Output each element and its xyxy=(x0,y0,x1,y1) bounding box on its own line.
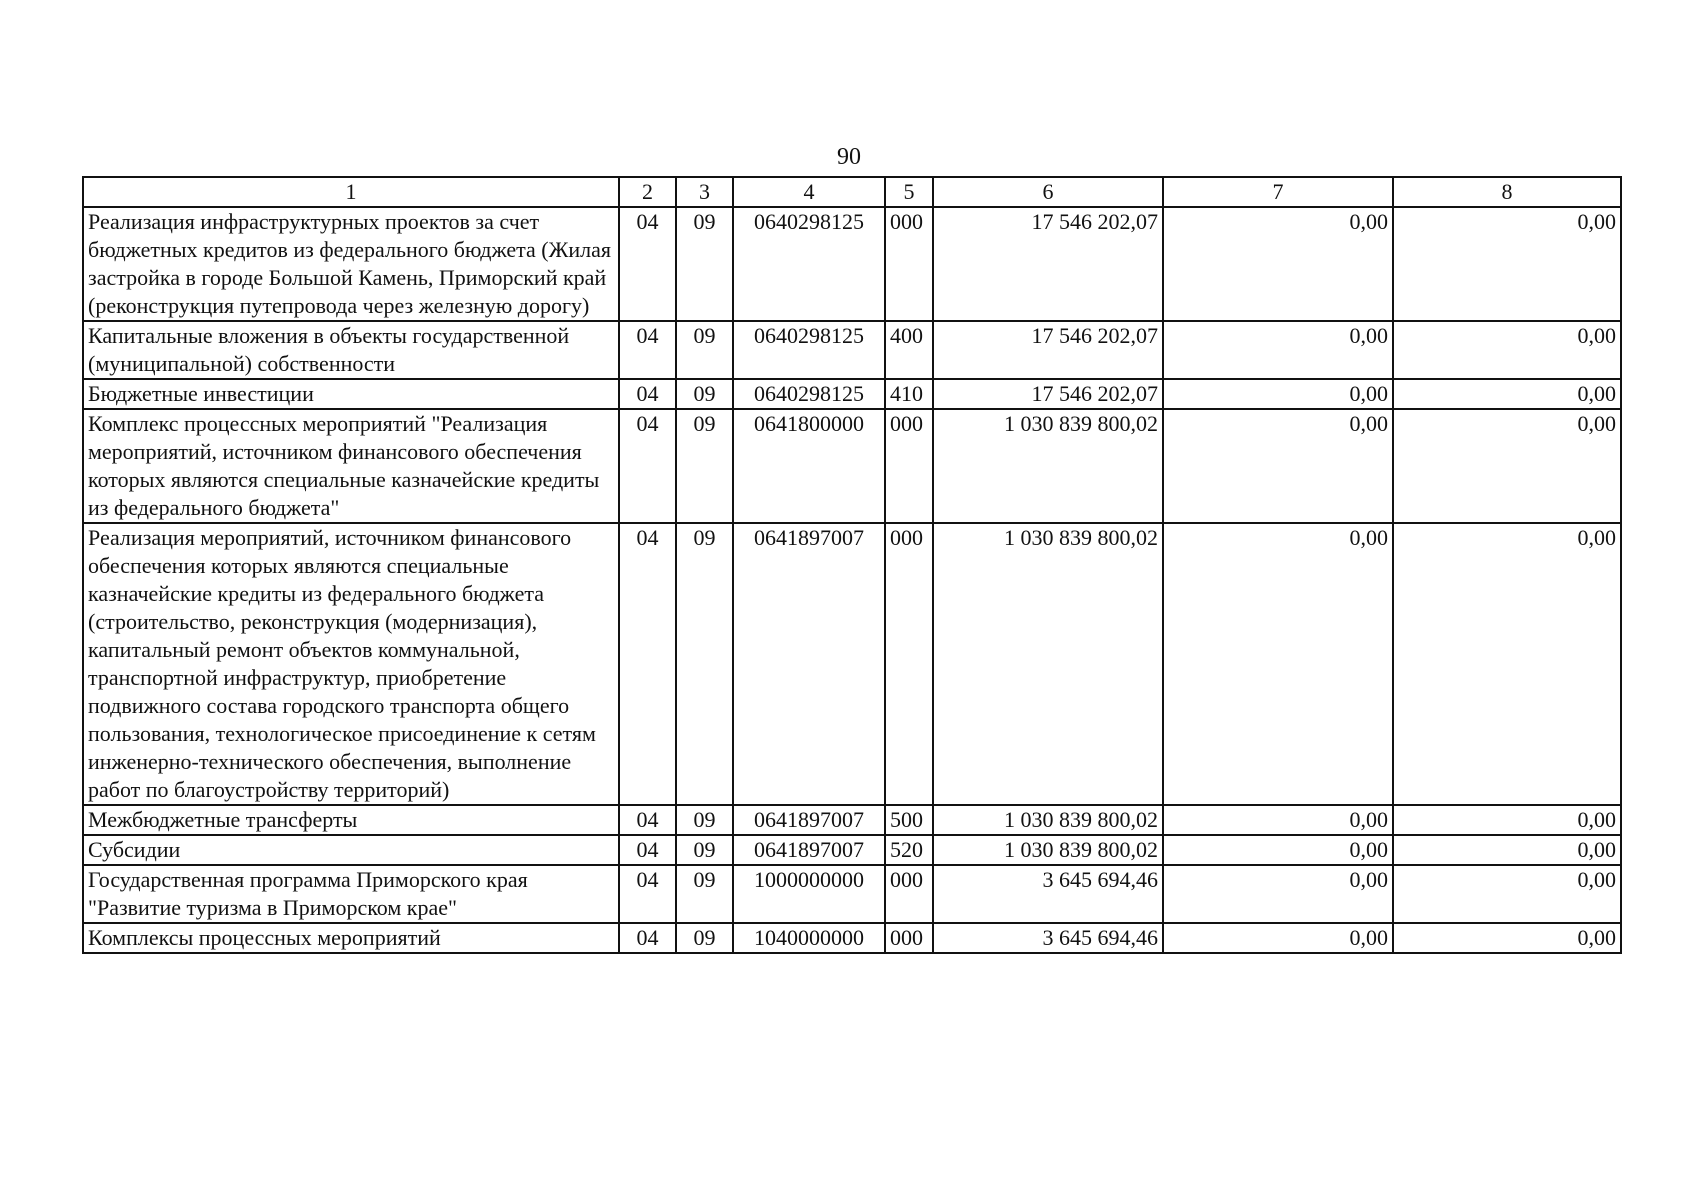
header-col-5: 5 xyxy=(885,177,933,207)
row-target-article: 0640298125 xyxy=(733,379,885,409)
row-name: Комплекс процессных мероприятий "Реализация мероприятий, источником финансового обеспечения которых являются специальные казначейские кредиты из федерального бюджета" xyxy=(83,409,619,523)
table-row xyxy=(83,321,1621,379)
row-expense-type: 410 xyxy=(885,379,933,409)
row-amount-6: 1 030 839 800,02 xyxy=(933,409,1163,523)
row-target-article: 0641897007 xyxy=(733,523,885,805)
row-name: Бюджетные инвестиции xyxy=(83,379,619,409)
row-expense-type: 000 xyxy=(885,409,933,523)
row-amount-6: 17 546 202,07 xyxy=(933,379,1163,409)
row-section: 04 xyxy=(619,523,676,805)
table-row xyxy=(83,865,1621,923)
row-section: 04 xyxy=(619,207,676,321)
row-subsection: 09 xyxy=(676,379,733,409)
row-section: 04 xyxy=(619,835,676,865)
row-target-article: 1000000000 xyxy=(733,865,885,923)
row-amount-6: 17 546 202,07 xyxy=(933,321,1163,379)
row-amount-8: 0,00 xyxy=(1393,379,1621,409)
table-row xyxy=(83,923,1621,953)
header-col-3: 3 xyxy=(676,177,733,207)
row-section: 04 xyxy=(619,321,676,379)
table-row xyxy=(83,207,1621,321)
row-expense-type: 500 xyxy=(885,805,933,835)
row-amount-8: 0,00 xyxy=(1393,321,1621,379)
row-section: 04 xyxy=(619,379,676,409)
row-amount-6: 1 030 839 800,02 xyxy=(933,835,1163,865)
header-col-1: 1 xyxy=(83,177,619,207)
row-amount-7: 0,00 xyxy=(1163,865,1393,923)
row-subsection: 09 xyxy=(676,409,733,523)
row-amount-8: 0,00 xyxy=(1393,923,1621,953)
row-expense-type: 000 xyxy=(885,523,933,805)
page-number: 90 xyxy=(837,144,861,170)
budget-table xyxy=(82,176,1622,954)
row-subsection: 09 xyxy=(676,923,733,953)
row-amount-6: 17 546 202,07 xyxy=(933,207,1163,321)
header-col-7: 7 xyxy=(1163,177,1393,207)
row-amount-6: 3 645 694,46 xyxy=(933,865,1163,923)
row-subsection: 09 xyxy=(676,207,733,321)
table-header-row xyxy=(83,177,1621,207)
row-name: Государственная программа Приморского края "Развитие туризма в Приморском крае" xyxy=(83,865,619,923)
row-amount-7: 0,00 xyxy=(1163,523,1393,805)
row-expense-type: 520 xyxy=(885,835,933,865)
row-target-article: 0640298125 xyxy=(733,207,885,321)
row-target-article: 0641897007 xyxy=(733,805,885,835)
row-amount-8: 0,00 xyxy=(1393,207,1621,321)
row-amount-7: 0,00 xyxy=(1163,321,1393,379)
row-name: Реализация инфраструктурных проектов за счет бюджетных кредитов из федерального бюджета (Жилая застройка в городе Большой Камень, Приморский край (реконструкция путепровода через железную дорогу) xyxy=(83,207,619,321)
row-section: 04 xyxy=(619,923,676,953)
row-expense-type: 000 xyxy=(885,207,933,321)
table-row xyxy=(83,409,1621,523)
row-expense-type: 400 xyxy=(885,321,933,379)
row-amount-7: 0,00 xyxy=(1163,409,1393,523)
row-section: 04 xyxy=(619,409,676,523)
row-expense-type: 000 xyxy=(885,923,933,953)
row-target-article: 0640298125 xyxy=(733,321,885,379)
row-subsection: 09 xyxy=(676,865,733,923)
row-amount-8: 0,00 xyxy=(1393,805,1621,835)
row-subsection: 09 xyxy=(676,805,733,835)
table-row xyxy=(83,805,1621,835)
row-section: 04 xyxy=(619,865,676,923)
header-col-8: 8 xyxy=(1393,177,1621,207)
row-name: Капитальные вложения в объекты государственной (муниципальной) собственности xyxy=(83,321,619,379)
row-amount-7: 0,00 xyxy=(1163,379,1393,409)
row-name: Реализация мероприятий, источником финансового обеспечения которых являются специальные казначейские кредиты из федерального бюджета (строительство, реконструкция (модернизация), капитальный ремонт объектов коммунальной, транспортной инфраструктур, приобретение подвижного состава городского транспорта общего пользования, технологическое присоединение к сетям инженерно-технического обеспечения, выполнение работ по благоустройству территорий) xyxy=(83,523,619,805)
row-amount-8: 0,00 xyxy=(1393,865,1621,923)
row-amount-7: 0,00 xyxy=(1163,805,1393,835)
header-col-4: 4 xyxy=(733,177,885,207)
row-amount-6: 1 030 839 800,02 xyxy=(933,805,1163,835)
row-name: Межбюджетные трансферты xyxy=(83,805,619,835)
header-col-6: 6 xyxy=(933,177,1163,207)
row-amount-7: 0,00 xyxy=(1163,923,1393,953)
row-name: Субсидии xyxy=(83,835,619,865)
row-amount-6: 1 030 839 800,02 xyxy=(933,523,1163,805)
row-amount-7: 0,00 xyxy=(1163,207,1393,321)
table-row xyxy=(83,379,1621,409)
row-expense-type: 000 xyxy=(885,865,933,923)
table-row xyxy=(83,835,1621,865)
row-name: Комплексы процессных мероприятий xyxy=(83,923,619,953)
row-amount-8: 0,00 xyxy=(1393,523,1621,805)
header-col-2: 2 xyxy=(619,177,676,207)
row-subsection: 09 xyxy=(676,523,733,805)
row-amount-6: 3 645 694,46 xyxy=(933,923,1163,953)
row-amount-8: 0,00 xyxy=(1393,835,1621,865)
row-subsection: 09 xyxy=(676,321,733,379)
row-target-article: 0641800000 xyxy=(733,409,885,523)
row-amount-7: 0,00 xyxy=(1163,835,1393,865)
row-target-article: 0641897007 xyxy=(733,835,885,865)
row-amount-8: 0,00 xyxy=(1393,409,1621,523)
table-row xyxy=(83,523,1621,805)
row-subsection: 09 xyxy=(676,835,733,865)
row-section: 04 xyxy=(619,805,676,835)
row-target-article: 1040000000 xyxy=(733,923,885,953)
